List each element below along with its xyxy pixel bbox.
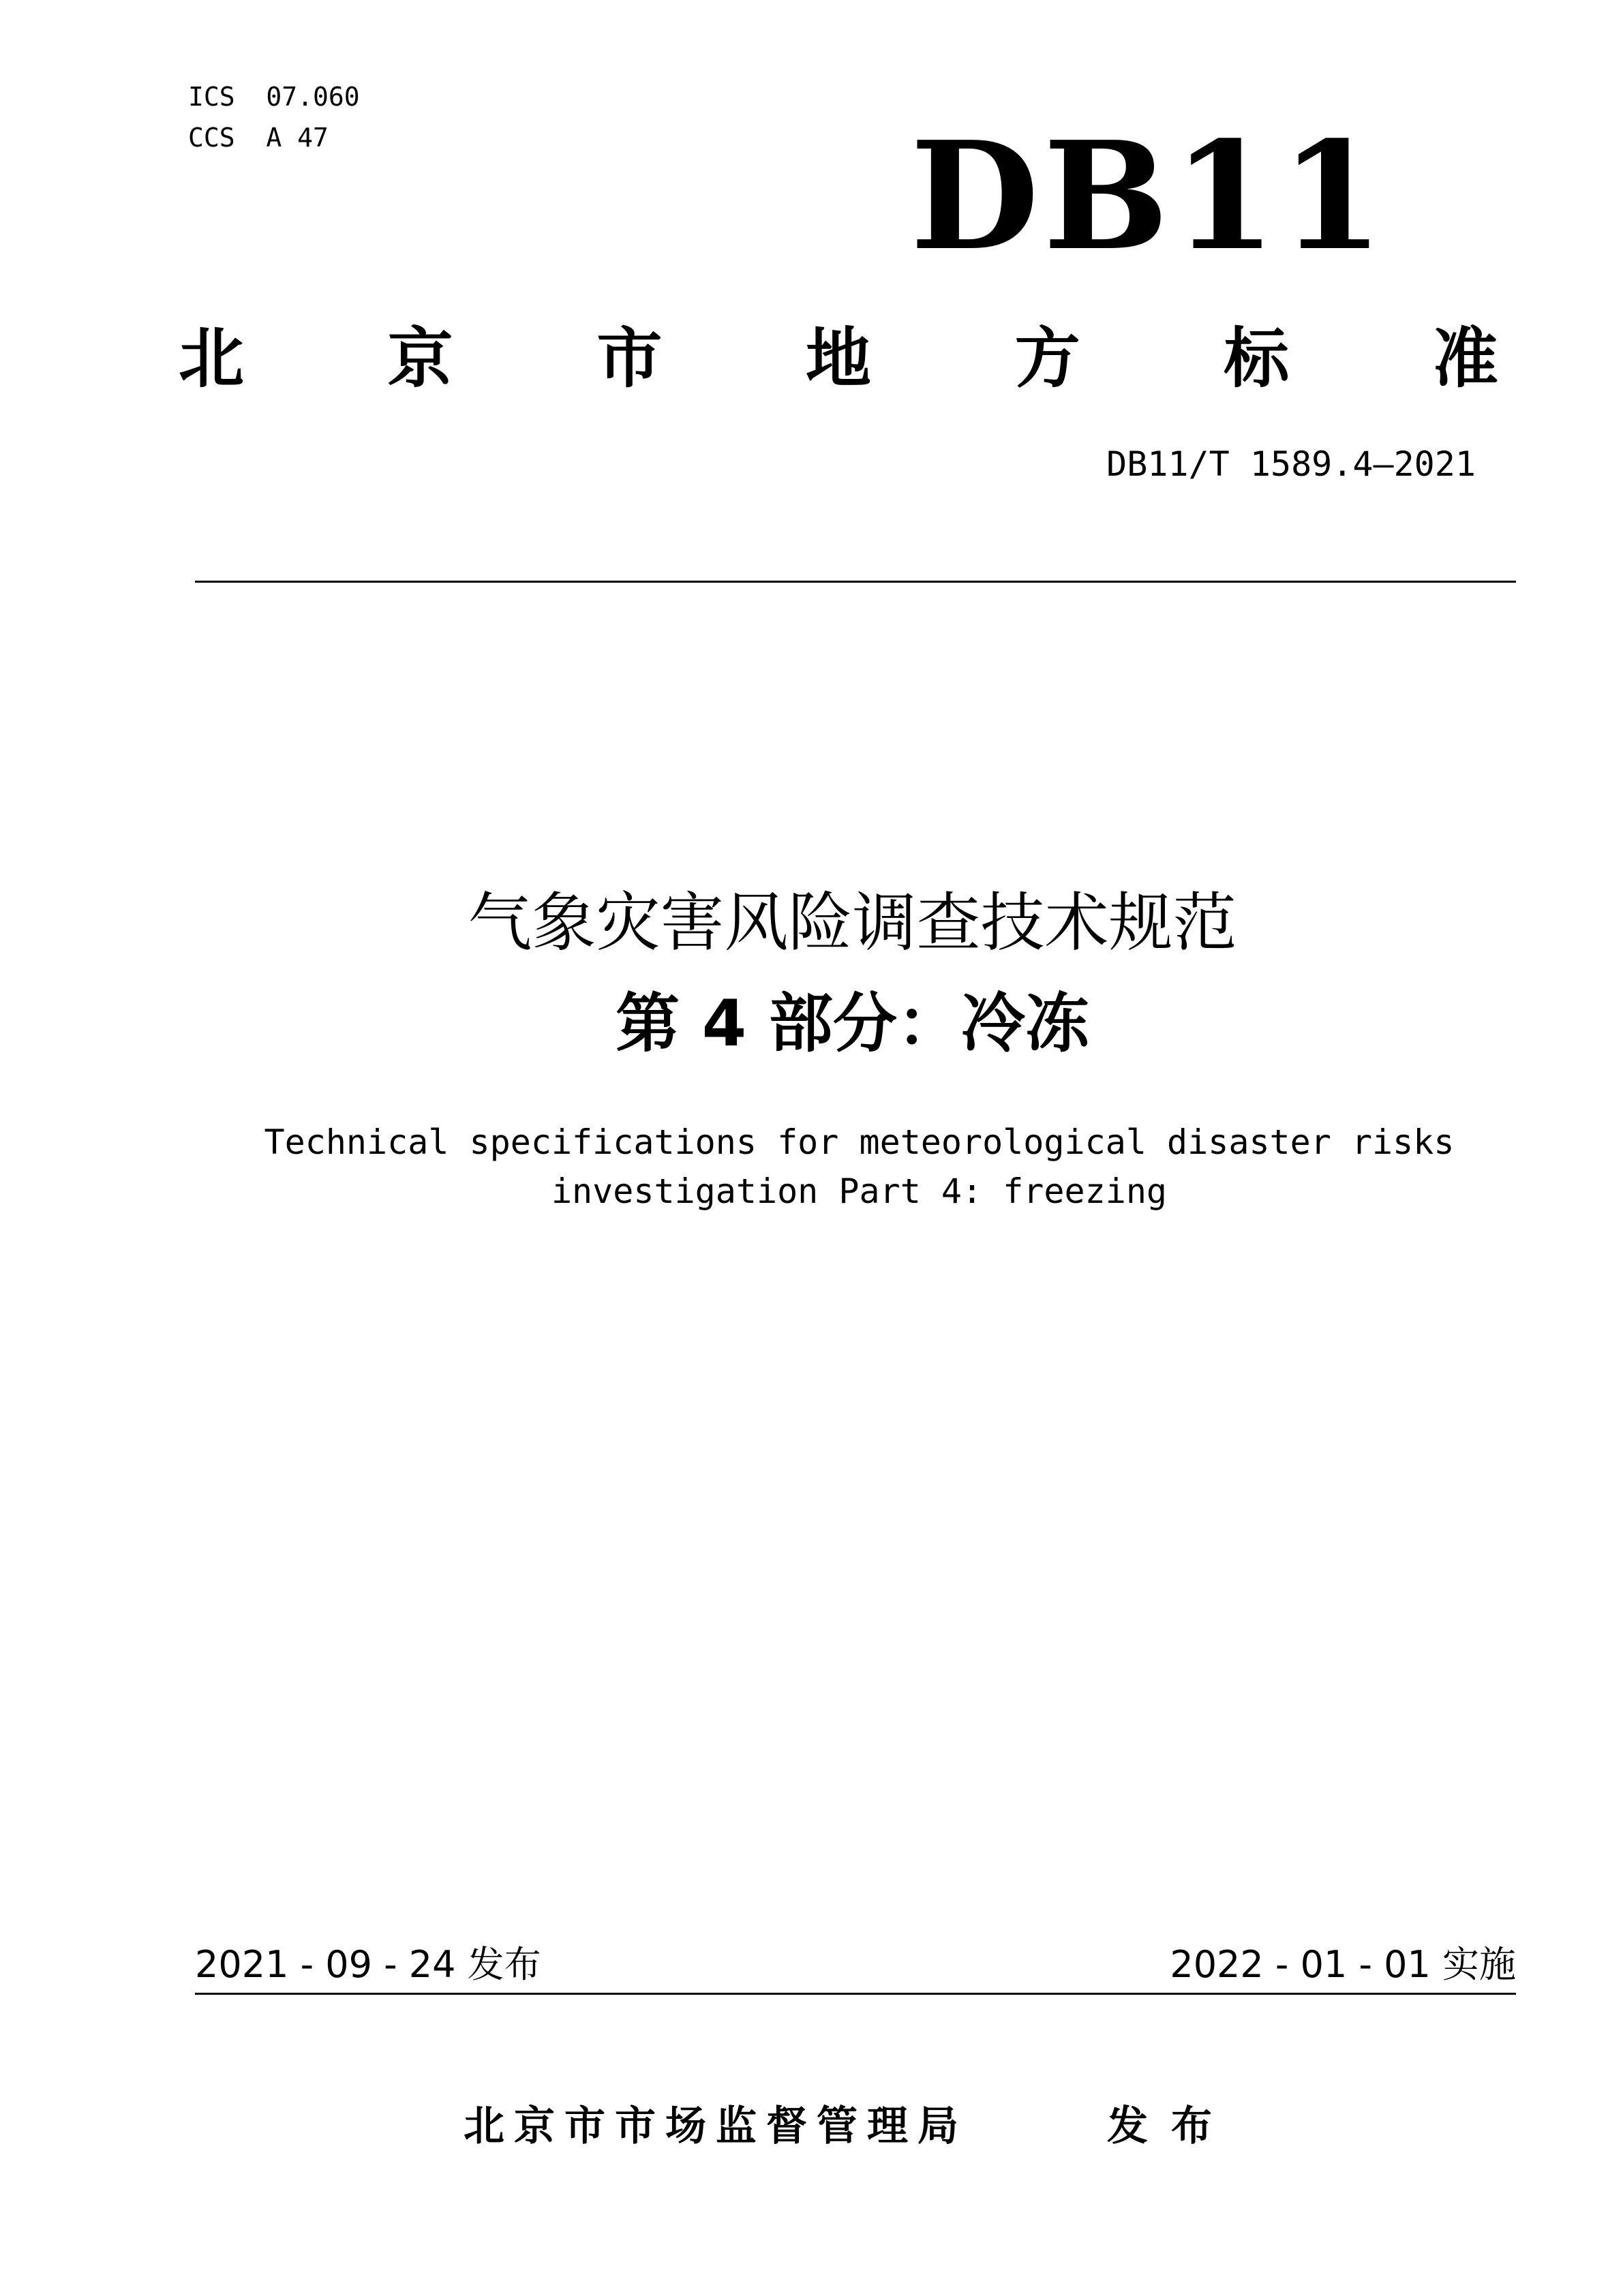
title-char: 准 [1432,320,1498,397]
ics-code: ICS 07.060 [188,82,360,112]
publisher-name: 北京市市场监督管理局 [464,2102,968,2150]
title-en-line2: investigation Part 4: freezing [551,1172,1168,1211]
title-cn-main: 气象灾害风险调查技术规范 [468,886,1237,960]
title-char: 市 [596,320,663,397]
standard-number: DB11/T 1589.4—2021 [1106,444,1476,484]
publish-label: 发布 [1107,2102,1235,2150]
title-cn-part: 第 4 部分：冷冻 [616,987,1089,1061]
db11-mark: DB11 [910,109,1388,284]
bottom-divider [195,1993,1516,1995]
top-divider [195,581,1516,583]
title-char: 标 [1224,320,1290,397]
local-standard-title [179,312,1498,397]
issue-date: 2021 - 09 - 24 发布 [195,1943,541,1986]
title-char: 北 [179,320,244,397]
title-char: 京 [387,320,453,397]
title-char: 地 [805,320,871,397]
implementation-date: 2022 - 01 - 01 实施 [1170,1943,1516,1986]
ccs-code: CCS A 47 [188,123,329,153]
title-char: 方 [1014,320,1080,397]
title-en-line1: Technical specifications for meteorological disaster risks [264,1122,1455,1162]
